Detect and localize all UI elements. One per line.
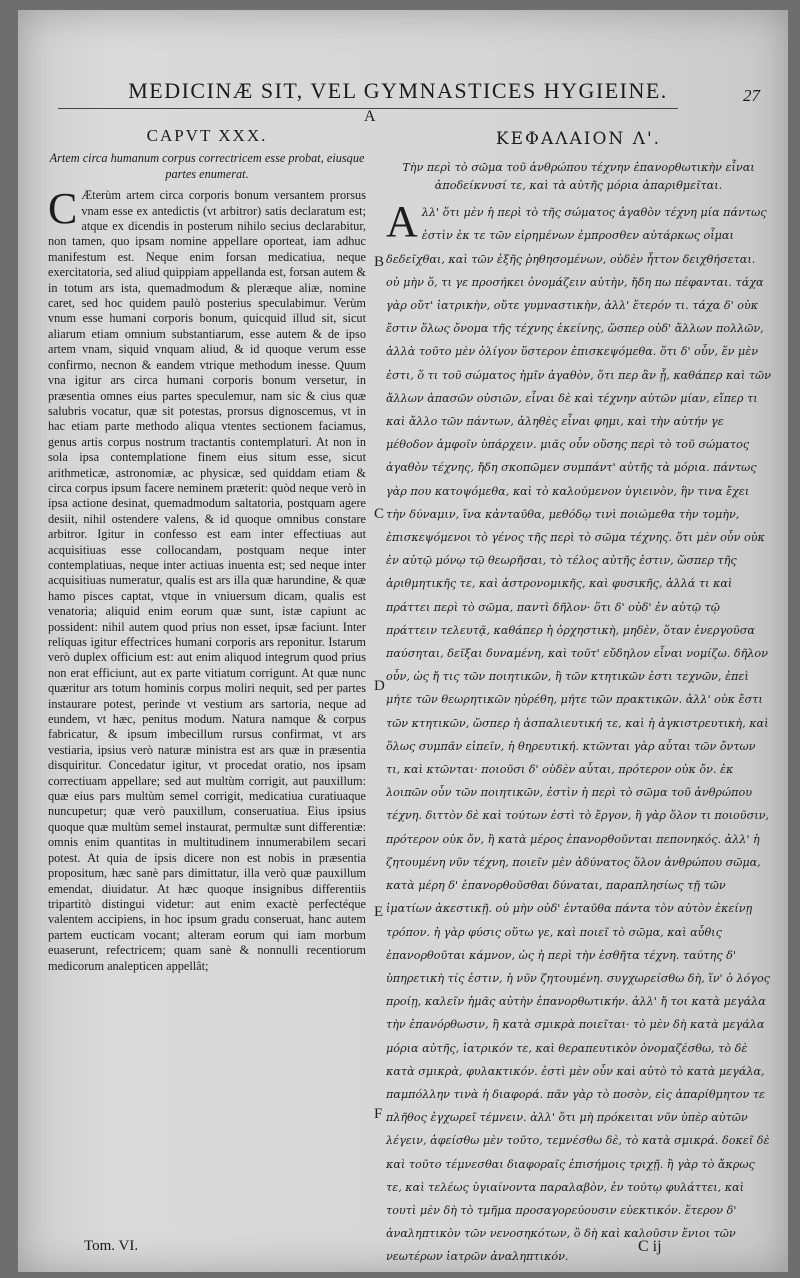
latin-body — [48, 184, 366, 974]
margin-letter-c: C — [374, 506, 385, 522]
volume-label: Tom. VI. — [84, 1238, 139, 1254]
greek-body — [386, 197, 771, 1268]
latin-column — [48, 128, 366, 974]
margin-letter-d: D — [374, 678, 385, 694]
book-page — [18, 10, 788, 1272]
greek-summary: Τὴν περὶ τὸ σῶμα τοῦ ἀνθρώπου τέχνην ἐπανορθωτικὴν εἶναι ἀποδείκνυσί τε, καὶ τὰ αὐτῆς μόρια ἀπαριθμεῖται. — [402, 161, 755, 193]
running-head: MEDICINÆ SIT, VEL GYMNASTICES HYGIEINE. — [128, 78, 668, 103]
latin-body-text: Æterùm artem circa corporis bonum versantem prorsus vnam esse ex antedictis (vt arbitror) satis declaratum est; atque ex dicendis in posterum nihilo secius declarabitur, non tamen, quo ipsam nomine appellare oporteat, iam adhuc manifestum est. Neque enim forsan medicatiua, neque exercitatoria, sed aliud quippiam appellanda est, forsan autem & in totum ars ista, quemadmodum & pleræque aliæ, nomine caret, sed hoc quidem paulò posterius speculabimur. Verùm vnum esse humani corporis bonum, quicquid illud sit, sicut aliarum etiam omnium substantiarum, esse autem & de ipso artem vnam, siquid vnquam aliud, & id quoque verum esse confirmo, necnon & eandem vtrique methodum inesse. Quum vna igitur ars circa humani corporis bonum versetur, in præsentia omnes eius partes speculemur, nam sic & cius quæ salubris vocatur, quæ sit potestas, prorsus dignoscemus, vt in hac etiam parte methodo aliqua vtentes sectionem faciamus, genus artis corpus nostrum tractantis contemplaturi. At non in sola ipsa contemplatione finem eius situm esse, sicut arithmeticæ, astronomiæ, ac physicæ, sed quiddam etiam & circa corpus ipsum facere neminem præterit: quòd neque verò in ipsa actione desinat, quemadmodum saltatoria, postquam agere desiit, nihil ostendere valens, & id quoque omnibus constare arbitror. Igitur in confesso est eam inter effectiuas aut acquisitiuas esse collocandam, postquam neque inter contemplatiuas, neque inter actiuas inuenta est; sed neque inter acquisitiuas numeratur, qualis est ars illa quæ harundine, & quæ hamo pisces captat, vtque in vniuersum dicam, qualis est venatoria; aliquid enim eorum quæ sunt, istæ capiunt ac possident: nihil autem quod prius non esset, ipsæ faciunt. Inter reliquas igitur effectrices humani corporis ars reponitur. Istarum verò duplex officium est: aut enim aliquod integrum quod prius non erat efficiunt, aut ex parte vitiatum corrigunt. At quæ nunc quæritur ars totum hominis corpus moliri nequit, sed per partes instaurare potest, perinde vt vestium ars sartoria, neque ad eundem, vt hæc, penitus modum. Natura namque & corpus fabricatur, & ipsum imbecillum rursus confirmat, vt ars vestiaria, ipsius verò naturæ ministra est ars quæ in præsentia disquiritur. Concedatur igitur, vt procedat oratio, nos ipsam correctiuam appellare; sed aut multùm corrigit, aut pauxillum: quæ eius pars multùm semel corrigit, medicatiua curatiuaque nuncupetur; quæ verò pauxillum, conseruatiua. Eius ipsius quoque quæ multùm semel instaurat, permultæ sunt differentiæ: omnis enim quantitas in multitudinem innumerabilem secari potest. At quia de ipsis dicere non est nobis in præsentia propositum, hæc sanè pars dimittatur, illa verò quæ pauxillum emendat, diuidatur. At hæc quoque insignibus differentiis tripartitò distingui videtur: aut enim exactè perfectéque valentem accipiens, in hoc ipsum gradu conseruat, hanc autem partem eucticam vocant; alteram eorum qui iam morbum euaserunt, refectricem; quam sanè & nonnulli recentiorum medicorum analepticen appellât; — [48, 188, 366, 973]
signature-mark: C ij — [638, 1238, 662, 1255]
margin-letter-b: B — [374, 254, 385, 270]
latin-chapter-title: CAPVT XXX. — [146, 126, 268, 145]
section-marker-a: A — [364, 108, 376, 125]
margin-letter-f: F — [374, 1106, 383, 1122]
greek-body-text: λλ' ὅτι μὲν ἡ περὶ τὸ τῆς σώματος ἀγαθὸν τέχνη μία πάντως ἐστὶν ἐκ τε τῶν εἰρημένων ἐμπροσθεν αὐτάρκως οἶμαι δεδεῖχθαι, καὶ τῶν ἐξῆς ῥηθησομένων, οὐδὲν ἧττον δειχθήσεται. οὐ μὴν ὅ, τι γε προσήκει ὀνομάζειν αὐτὴν, ἤδη πω πέφανται. τάχα γὰρ οὔτ' ἰατρικὴν, οὔτε γυμναστικὴν, ἀλλ' ἕτερόν τι. τάχα δ' οὐκ ἔστιν ὅλως ὄνομα τῆς τέχνης ἐκείνης, ὥσπερ οὐδ' ἄλλων πολλῶν, ἀλλὰ τοῦτο μὲν ὀλίγον ὕστερον ἐπισκεψόμεθα. ὅτι δ' οὖν, ἕν μὲν ἐστι, ὅ τι τοῦ σώματος ἡμῖν ἀγαθὸν, ὅτι περ ἂν ᾖ, καθάπερ καὶ τῶν ἄλλων ἁπασῶν οὐσιῶν, εἶναι δὲ καὶ τέχνην αὐτῶν μίαν, εἴπερ τι καὶ ἄλλο τῶν πάντων, ἀληθὲς εἶναι φημι, καὶ τὴν αὐτήν γε μέθοδον ἀμφοῖν ὑπάρχειν. μιᾶς οὖν οὔσης περὶ τὸ τοῦ σώματος ἀγαθὸν τέχνης, ἤδη σκοπῶμεν συμπάντ' αὐτῆς τὰ μόρια. πάντως γὰρ που κατοψόμεθα, καὶ τὸ καλούμενον ὑγιεινὸν, ἣν τινα ἔχει τὴν δύναμιν, ἵνα κἀνταῦθα, μεθόδῳ τινὶ ποιώμεθα τὴν τομὴν, ἐπισκεψόμενοι τὸ γένος τῆς περὶ τὸ σῶμα τέχνης. ὅτι μὲν οὖν οὐκ ἐν αὐτῷ μόνῳ τῷ θεωρῆσαι, τὸ τέλος αὐτῆς ἐστιν, ὥσπερ τῆς ἀριθμητικῆς τε, καὶ ἀστρονομικῆς, καὶ φυσικῆς, ἀλλά τι καὶ πράττει περὶ τὸ σῶμα, παντὶ δῆλον· ὅτι δ' οὐδ' ἐν αὐτῷ τῷ πράττειν τελευτᾷ, καθάπερ ἡ ὀρχηστικὴ, μηδὲν, ὅταν ἐνεργοῦσα παύσηται, δεῖξαι δυναμένη, καὶ τοῦτ' εὔδηλον εἶναι νομίζω. δῆλον οὖν, ὡς ἤ τις τῶν ποιητικῶν, ἢ τῶν κτητικῶν ἐστι τεχνῶν, ἐπεὶ μήτε τῶν θεωρητικῶν ηὑρέθη, μήτε τῶν πρακτικῶν. ἀλλ' οὐκ ἔστι τῶν κτητικῶν, ὥσπερ ἡ ἀσπαλιευτική τε, καὶ ἡ ἀγκιστρευτικὴ, καὶ ὅλως συμπᾶν εἰπεῖν, ἡ θηρευτική. κτῶνται γὰρ αὗται τῶν ὄντων τι, καὶ κτῶνται· ποιοῦσι δ' οὐδὲν αὗται, πρότερον οὐκ ὄν. ἐκ λοιπῶν οὖν τῶν ποιητικῶν, ἐστὶν ἡ περὶ τὸ σῶμα τοῦ ἀνθρώπου τέχνη. διττὸν δὲ καὶ τούτων ἐστὶ τὸ ἔργον, ἢ γὰρ ὅλον τι ποιοῦσιν, πρότερον οὐκ ὄν, ἢ κατὰ μέρος ἐπανορθοῦνται πεπονηκός. ἀλλ' ἡ ζητουμένη νῦν τέχνη, ποιεῖν μὲν ἀδύνατος ὅλον ἀνθρώπου σῶμα, κατὰ μέρη δ' ἐπανορθοῦσθαι δύναται, παραπλησίως τῇ τῶν ἱματίων ἀκεστικῇ. οὐ μὴν οὐδ' ἐνταῦθα πάντα τὸν αὐτὸν ἐκείνῃ τρόπον. ἡ γὰρ φύσις οὕτω γε, καὶ ποιεῖ τὸ σῶμα, καὶ αὖθις ἐπανορθοῦται κάμνον, ὡς ἡ περὶ τὴν ἐσθῆτα τέχνη. ταύτης δ' ὑπηρετικὴ τίς ἐστιν, ἡ νῦν ζητουμένη. συγχωρείσθω δὴ, ἵν' ὁ λόγος προίῃ, καλεῖν ἡμᾶς αὐτὴν ἐπανορθωτικήν. ἀλλ' ἤ τοι κατὰ μεγάλα τὴν ἐπανόρθωσιν, ἢ κατὰ σμικρὰ ποιεῖται· τὸ μὲν δὴ κατὰ μεγάλα μόρια αὐτῆς, ἰατρικόν τε, καὶ θεραπευτικὸν ὀνομαζέσθω, τὸ δὲ κατὰ σμικρὰ, φυλακτικόν. ἐστὶ μὲν οὖν καὶ αὐτὸ τὸ κατὰ μεγάλα, παμπόλλην τινὰ ἡ διαφορά. πᾶν γὰρ τὸ ποσὸν, εἰς ἀπαρίθμητον τε πλῆθος ἐγχωρεῖ τέμνειν. ἀλλ' ὅτι μὴ πρόκειται νῦν ὑπὲρ αὐτῶν λέγειν, ἀφείσθω μὲν τοῦτο, τεμνέσθω δὲ, τὸ κατὰ σμικρά. δοκεῖ δὲ καὶ τοῦτο τέμνεσθαι διαφοραῖς ἐπισήμοις τριχῇ. ἢ γὰρ τὸ ἄκρως τε, καὶ τελέως ὑγιαίνοντα παραλαβὸν, ἐν τούτῳ φυλάττει, καὶ τουτὶ μὲν δὴ τὸ τμῆμα προσαγορεύουσιν εὐεκτικόν. ἕτερον δ' ἀναληπτικὸν τῶν νενοσηκότων, ὃ δὴ καὶ καλοῦσιν ἔνιοι τῶν νεωτέρων ἰατρῶν ἀναληπτικόν. — [386, 206, 771, 1264]
page-number: 27 — [743, 86, 760, 105]
greek-chapter-title: ΚΕΦΑΛΑΙΟΝ Λ'. — [495, 129, 662, 149]
greek-dropcap: Α — [386, 197, 418, 247]
latin-summary: Artem circa humanum corpus correctricem esse probat, eiusque partes enumerat. — [49, 151, 365, 181]
margin-letter-e: E — [374, 904, 384, 920]
greek-column — [386, 128, 771, 1269]
latin-dropcap: C — [48, 184, 78, 234]
